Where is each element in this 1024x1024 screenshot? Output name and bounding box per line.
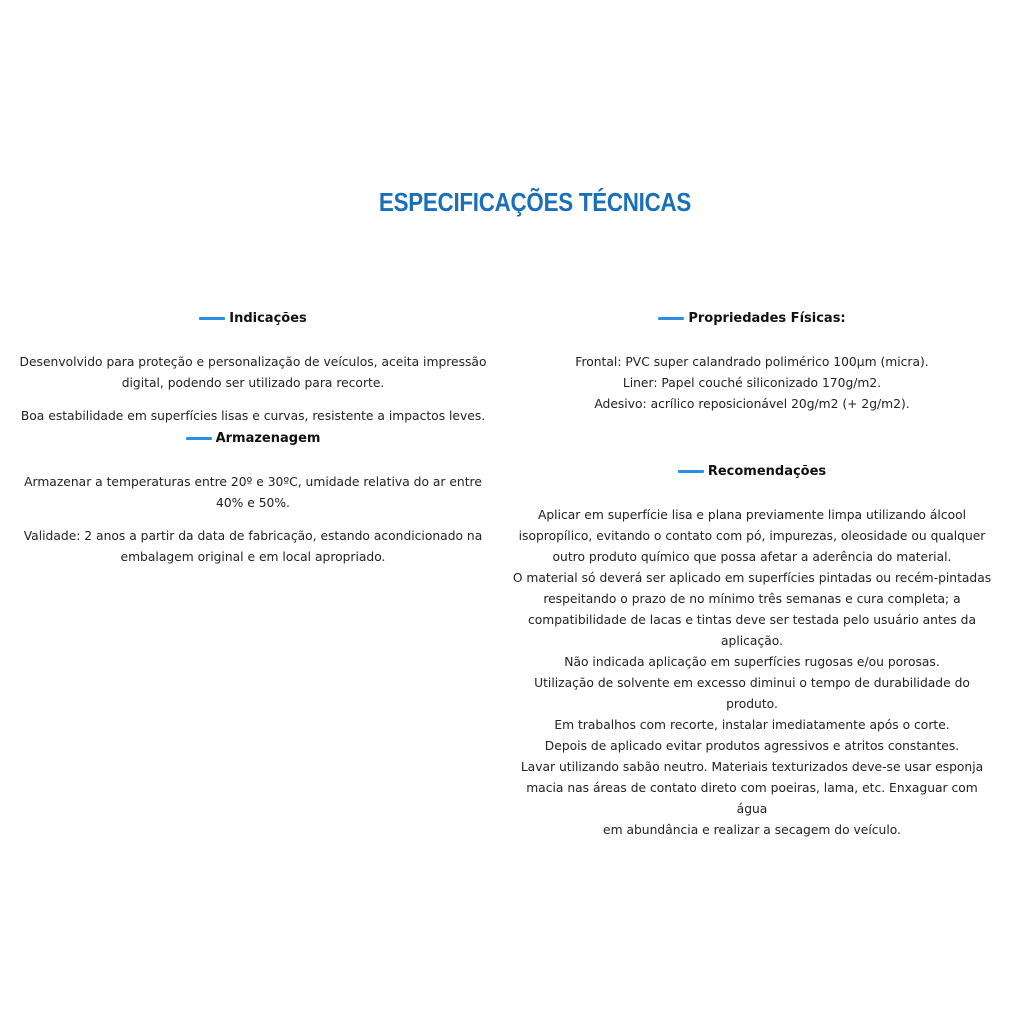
- recommendation-line: em abundância e realizar a secagem do veículo.: [603, 823, 901, 837]
- paragraph: Boa estabilidade em superfícies lisas e curvas, resistente a impactos leves.: [20, 409, 486, 423]
- heading-bar-icon: [199, 317, 225, 320]
- recommendation-line: aplicação.: [721, 634, 783, 648]
- recommendation-line: compatibilidade de lacas e tintas deve ser testada pelo usuário antes da: [527, 613, 977, 627]
- section-armazenagem: [15, 428, 491, 568]
- section-heading-indicacoes: [15, 308, 491, 328]
- recommendation-line: Utilização de solvente em excesso diminui o tempo de durabilidade do produto.: [534, 676, 970, 711]
- recommendation-line: Lavar utilizando sabão neutro. Materiais texturizados deve-se usar esponja: [520, 760, 984, 774]
- heading-label: Indicações: [229, 310, 307, 326]
- heading-label: Armazenagem: [215, 430, 321, 446]
- section-indicacoes: [15, 308, 491, 427]
- page-title: ESPECIFICAÇÕES TÉCNICAS: [378, 187, 692, 217]
- recommendations-text: [512, 505, 992, 841]
- recommendation-line: macia nas áreas de contato direto com poeiras, lama, etc. Enxaguar com água: [526, 781, 978, 816]
- section-heading-recomendacoes: [512, 461, 992, 481]
- recommendation-line: Depois de aplicado evitar produtos agressivos e atritos constantes.: [544, 739, 960, 753]
- heading-label: Propriedades Físicas:: [688, 310, 846, 326]
- recommendation-line: Aplicar em superfície lisa e plana previamente limpa utilizando álcool: [537, 508, 967, 522]
- property-line: Liner: Papel couché siliconizado 170g/m2.: [622, 376, 882, 390]
- heading-bar-icon: [658, 317, 684, 320]
- section-recomendacoes: [512, 461, 992, 841]
- heading-label: Recomendações: [707, 463, 827, 479]
- recommendation-line: Em trabalhos com recorte, instalar imediatamente após o corte.: [554, 718, 950, 732]
- heading-bar-icon: [186, 437, 212, 440]
- recommendation-line: outro produto químico que possa afetar a aderência do material.: [552, 550, 952, 564]
- paragraph: Armazenar a temperaturas entre 20º e 30ºC, umidade relativa do ar entre 40% e 50%.: [24, 475, 482, 510]
- property-line: Adesivo: acrílico reposicionável 20g/m2 (+ 2g/m2).: [594, 397, 910, 411]
- recommendation-line: isopropílico, evitando o contato com pó, impurezas, oleosidade ou qualquer: [518, 529, 986, 543]
- recommendation-line: O material só deverá ser aplicado em superfícies pintadas ou recém-pintadas: [512, 571, 992, 585]
- properties-list: [512, 352, 992, 415]
- section-heading-propriedades: [512, 308, 992, 328]
- paragraph: Validade: 2 anos a partir da data de fabricação, estando acondicionado na embalagem original e em local apropriado.: [23, 529, 483, 564]
- paragraph: Desenvolvido para proteção e personalização de veículos, aceita impressão digital, podendo ser utilizado para recorte.: [19, 355, 487, 390]
- property-line: Frontal: PVC super calandrado polimérico 100µm (micra).: [575, 355, 929, 369]
- recommendation-line: respeitando o prazo de no mínimo três semanas e cura completa; a: [543, 592, 961, 606]
- section-heading-armazenagem: [15, 428, 491, 448]
- section-propriedades-fisicas: [512, 308, 992, 415]
- heading-bar-icon: [678, 470, 704, 473]
- recommendation-line: Não indicada aplicação em superfícies rugosas e/ou porosas.: [564, 655, 940, 669]
